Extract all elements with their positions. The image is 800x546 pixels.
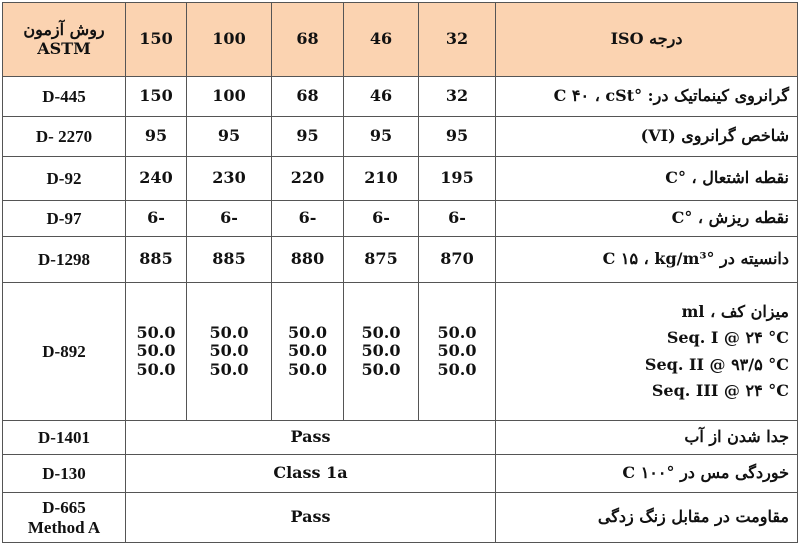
property-label: دانسیته در °C ۱۵ ، kg/m³ xyxy=(496,237,798,283)
foam-value: 50.0 xyxy=(288,341,327,361)
foam-values-32 xyxy=(419,283,496,421)
foam-value: 50.0 xyxy=(361,341,401,361)
table-row-water-separation xyxy=(3,421,798,455)
property-label: خوردگی مس در °C ۱۰۰ xyxy=(496,455,798,493)
table-row-rust-prevention xyxy=(3,493,798,543)
value-cell: -6 xyxy=(419,201,496,237)
foam-value: 50.0 xyxy=(361,359,401,379)
value-cell: 95 xyxy=(187,117,272,157)
foam-value: 50.0 xyxy=(136,359,176,379)
foam-value: 50.0 xyxy=(361,322,401,342)
value-cell: 150 xyxy=(126,77,187,117)
value-cell: 68 xyxy=(272,77,344,117)
foam-values-68 xyxy=(272,283,344,421)
value-cell: 210 xyxy=(344,157,419,201)
value-cell: 95 xyxy=(419,117,496,157)
foam-values-100 xyxy=(187,283,272,421)
grade-header-32: 32 xyxy=(419,3,496,77)
table-row-density xyxy=(3,237,798,283)
table-row-flash-point xyxy=(3,157,798,201)
value-cell: 880 xyxy=(272,237,344,283)
grade-header-100: 100 xyxy=(187,3,272,77)
foam-value: 50.0 xyxy=(288,322,327,342)
method-cell: D-130 xyxy=(3,455,126,493)
table-row-copper-corrosion xyxy=(3,455,798,493)
method-cell: D-445 xyxy=(3,77,126,117)
foam-value: 50.0 xyxy=(136,341,176,361)
value-cell: 100 xyxy=(187,77,272,117)
value-cell: 95 xyxy=(126,117,187,157)
grade-header-68: 68 xyxy=(272,3,344,77)
foam-value: 50.0 xyxy=(437,322,477,342)
foam-value: 50.0 xyxy=(209,322,249,342)
foam-value: 50.0 xyxy=(209,359,249,379)
method-cell: D-97 xyxy=(3,201,126,237)
method-line: D-665 xyxy=(42,497,86,517)
header-row xyxy=(3,3,798,77)
foam-seq-2: Seq. II @ ۹۳/۵ °C xyxy=(644,354,789,374)
property-label: شاخص گرانروی (VI) xyxy=(496,117,798,157)
method-cell: D-1401 xyxy=(3,421,126,455)
value-cell: 885 xyxy=(187,237,272,283)
value-cell: -6 xyxy=(344,201,419,237)
grade-header-46: 46 xyxy=(344,3,419,77)
value-cell: 46 xyxy=(344,77,419,117)
method-cell: D- 2270 xyxy=(3,117,126,157)
method-cell: D-1298 xyxy=(3,237,126,283)
value-cell: 220 xyxy=(272,157,344,201)
iso-grade-header: درجه ISO xyxy=(496,3,798,77)
value-cell: 885 xyxy=(126,237,187,283)
value-cell: 32 xyxy=(419,77,496,117)
foam-property-cell xyxy=(496,283,798,421)
value-cell: 95 xyxy=(272,117,344,157)
merged-result-cell: Class 1a xyxy=(126,455,496,493)
value-cell: 870 xyxy=(419,237,496,283)
property-label: مقاومت در مقابل زنگ زدگی xyxy=(496,493,798,543)
property-label: گرانروی کینماتیک در: °C ۴۰ ، cSt xyxy=(496,77,798,117)
foam-seq-3: Seq. III @ ۲۴ °C xyxy=(651,380,789,400)
property-label: جدا شدن از آب xyxy=(496,421,798,455)
oil-spec-table xyxy=(2,2,798,543)
value-cell: 875 xyxy=(344,237,419,283)
grade-header-150: 150 xyxy=(126,3,187,77)
foam-value: 50.0 xyxy=(136,322,176,342)
foam-values-150 xyxy=(126,283,187,421)
value-cell: -6 xyxy=(187,201,272,237)
value-cell: 240 xyxy=(126,157,187,201)
table-row-viscosity-index xyxy=(3,117,798,157)
foam-value: 50.0 xyxy=(437,341,477,361)
test-method-header: روش آزمون ASTM xyxy=(3,3,126,77)
table-row-viscosity xyxy=(3,77,798,117)
value-cell: 95 xyxy=(344,117,419,157)
foam-seq-1: Seq. I @ ۲۴ °C xyxy=(666,328,789,348)
value-cell: 230 xyxy=(187,157,272,201)
foam-value: 50.0 xyxy=(437,359,477,379)
value-cell: 195 xyxy=(419,157,496,201)
foam-value: 50.0 xyxy=(288,359,327,379)
method-cell: D-92 xyxy=(3,157,126,201)
method-cell xyxy=(3,493,126,543)
property-label: نقطه اشتعال ، °C xyxy=(496,157,798,201)
value-cell: -6 xyxy=(126,201,187,237)
method-cell: D-892 xyxy=(3,283,126,421)
merged-result-cell: Pass xyxy=(126,493,496,543)
table-row-pour-point xyxy=(3,201,798,237)
merged-result-cell: Pass xyxy=(126,421,496,455)
foam-value: 50.0 xyxy=(209,341,249,361)
table-row-foam xyxy=(3,283,798,421)
value-cell: -6 xyxy=(272,201,344,237)
foam-title: میزان کف ، ml xyxy=(681,301,789,321)
property-label: نقطه ریزش ، °C xyxy=(496,201,798,237)
method-line: Method A xyxy=(27,517,101,537)
foam-values-46 xyxy=(344,283,419,421)
